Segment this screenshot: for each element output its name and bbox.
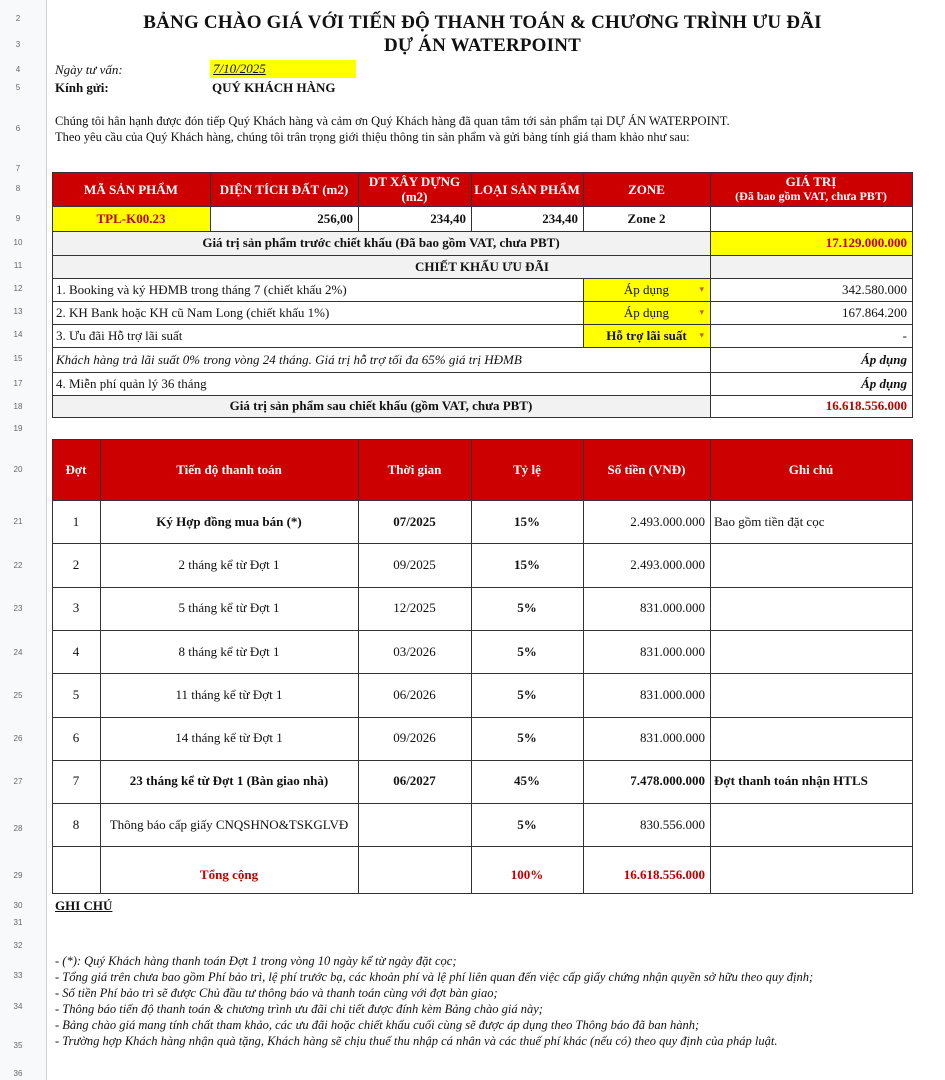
installment-time[interactable]: 09/2025 <box>393 556 436 572</box>
total-rate[interactable]: 100% <box>510 867 544 882</box>
installment-rate[interactable]: 5% <box>517 816 537 832</box>
installment-rate[interactable]: 15% <box>514 513 540 529</box>
installment-amount[interactable]: 7.478.000.000 <box>630 773 705 789</box>
discount-2-label: 2. KH Bank hoặc KH cũ Nam Long (chiết khấu 1%) <box>56 304 330 320</box>
row-number[interactable]: 25 <box>13 691 23 700</box>
total-amount[interactable]: 16.618.556.000 <box>623 867 705 882</box>
installment-amount[interactable]: 831.000.000 <box>640 686 705 702</box>
recipient-label: Kính gửi: <box>55 80 109 95</box>
row-number[interactable]: 28 <box>13 824 23 833</box>
intro-line-1: Chúng tôi hân hạnh được đón tiếp Quý Khách hàng và cảm ơn Quý Khách hàng đã quan tâm tới sản phẩm tại DỰ ÁN WATERPOINT. <box>55 114 730 128</box>
col-product-type: LOẠI SẢN PHẨM <box>471 172 583 206</box>
discount-3-label: 3. Ưu đãi Hỗ trợ lãi suất <box>56 327 183 343</box>
product-type-cell[interactable]: 234,40 <box>542 210 578 226</box>
row-number[interactable]: 26 <box>13 734 23 743</box>
installment-no: 4 <box>72 643 80 659</box>
installment-stage: Thông báo cấp giấy CNQSHNO&TSKGLVĐ <box>109 816 349 832</box>
installment-time[interactable] <box>358 803 471 846</box>
row-number[interactable]: 21 <box>13 517 23 526</box>
price-after-label: Giá trị sản phẩm sau chiết khấu (gồm VAT, chưa PBT) <box>52 395 710 417</box>
row-number[interactable]: 8 <box>15 184 21 193</box>
management-fee-label: 4. Miễn phí quản lý 36 tháng <box>56 375 207 391</box>
row-number[interactable]: 2 <box>15 14 21 23</box>
product-code-cell[interactable]: TPL-K00.23 <box>52 206 210 231</box>
col-value-subtitle: (Đã bao gồm VAT, chưa PBT) <box>735 189 887 203</box>
value-cell[interactable] <box>710 206 912 231</box>
row-number[interactable]: 30 <box>13 901 23 910</box>
interest-note: Khách hàng trả lãi suất 0% trong vòng 24 tháng. Giá trị hỗ trợ tối đa 65% giá trị HĐMB <box>56 351 522 367</box>
row-number[interactable]: 7 <box>15 164 21 173</box>
row-number[interactable]: 20 <box>13 465 23 474</box>
installment-note[interactable] <box>710 803 912 846</box>
row-number[interactable]: 6 <box>15 124 21 133</box>
row-number[interactable]: 36 <box>13 1069 23 1078</box>
col-value <box>710 172 912 206</box>
installment-note[interactable] <box>710 717 912 760</box>
row-number[interactable]: 22 <box>13 561 23 570</box>
row-number[interactable]: 10 <box>13 238 23 247</box>
installment-time[interactable]: 12/2025 <box>393 600 436 616</box>
col-schedule: Tiến độ thanh toán <box>100 439 358 500</box>
row-number[interactable]: 4 <box>15 65 21 74</box>
consult-date-label: Ngày tư vấn: <box>55 62 123 77</box>
installment-no: 1 <box>72 513 80 529</box>
row-number[interactable]: 35 <box>13 1041 23 1050</box>
installment-rate[interactable]: 5% <box>517 600 537 616</box>
note-item: - Trường hợp Khách hàng nhận quà tặng, Khách hàng sẽ chịu thuế thu nhập cá nhân và các thuế phí khác (nếu có) theo quy định của pháp luật. <box>55 1034 778 1048</box>
installment-rate[interactable]: 45% <box>514 773 540 789</box>
document-title: BẢNG CHÀO GIÁ VỚI TIẾN ĐỘ THANH TOÁN & CHƯƠNG TRÌNH ƯU ĐÃI <box>143 12 822 33</box>
management-fee-status[interactable]: Áp dụng <box>861 375 907 391</box>
installment-stage: 11 tháng kể từ Đợt 1 <box>175 686 283 702</box>
installment-stage: Ký Hợp đồng mua bán (*) <box>156 513 302 529</box>
installment-no: 8 <box>72 816 80 832</box>
row-number[interactable]: 9 <box>15 214 21 223</box>
row-number[interactable]: 18 <box>13 402 23 411</box>
installment-time[interactable]: 07/2025 <box>393 513 436 529</box>
col-build-area: DT XÂY DỰNG (m2) <box>358 172 471 206</box>
installment-rate[interactable]: 15% <box>514 556 540 572</box>
installment-rate[interactable]: 5% <box>517 686 537 702</box>
installment-stage: 8 tháng kể từ Đợt 1 <box>178 643 280 659</box>
row-number[interactable]: 12 <box>13 284 23 293</box>
installment-note[interactable] <box>710 630 912 673</box>
installment-no: 6 <box>72 730 80 746</box>
installment-note[interactable] <box>710 543 912 586</box>
note-item: - (*): Quý Khách hàng thanh toán Đợt 1 trong vòng 10 ngày kể từ ngày đặt cọc; <box>55 954 457 968</box>
installment-no: 2 <box>72 556 80 572</box>
discount-1-label: 1. Booking và ký HĐMB trong tháng 7 (chiết khấu 2%) <box>56 281 347 297</box>
installment-no: 5 <box>72 686 80 702</box>
row-number[interactable]: 13 <box>13 307 23 316</box>
installment-note[interactable]: Đợt thanh toán nhận HTLS <box>714 773 868 789</box>
row-number[interactable]: 11 <box>13 261 23 270</box>
col-time: Thời gian <box>358 439 471 500</box>
interest-note-status[interactable]: Áp dụng <box>861 351 907 367</box>
installment-note[interactable]: Bao gồm tiền đặt cọc <box>714 513 825 529</box>
installment-note[interactable] <box>710 587 912 630</box>
col-land-area: DIỆN TÍCH ĐẤT (m2) <box>210 172 358 206</box>
installment-time[interactable]: 03/2026 <box>393 643 436 659</box>
col-product-code: MÃ SẢN PHẨM <box>52 172 210 206</box>
note-item: - Tổng giá trên chưa bao gồm Phí bảo trì, lệ phí trước bạ, các khoản phí và lệ phí liên quan đến việc cấp giấy chứng nhận quyền sở hữu theo quy định; <box>55 970 814 984</box>
discount-3-value[interactable]: - <box>902 327 907 343</box>
col-notes: Ghi chú <box>710 439 912 500</box>
total-label: Tổng cộng <box>199 867 259 882</box>
col-rate: Tỷ lệ <box>471 439 583 500</box>
row-number[interactable]: 31 <box>13 918 23 927</box>
discount-2-dropdown[interactable]: Áp dụng ▾ <box>583 301 710 324</box>
col-amount: Số tiền (VNĐ) <box>583 439 710 500</box>
installment-time[interactable]: 06/2027 <box>393 773 436 789</box>
installment-stage: 5 tháng kể từ Đợt 1 <box>178 600 280 616</box>
discount-3-dropdown[interactable]: Hỗ trợ lãi suất ▾ <box>583 324 710 347</box>
row-number[interactable]: 3 <box>15 40 21 49</box>
price-before-label: Giá trị sản phẩm trước chiết khấu (Đã bao gồm VAT, chưa PBT) <box>52 231 710 255</box>
installment-no: 3 <box>72 600 80 616</box>
installment-time[interactable]: 06/2026 <box>393 686 436 702</box>
price-before-value[interactable]: 17.129.000.000 <box>710 231 912 255</box>
installment-rate[interactable]: 5% <box>517 730 537 746</box>
note-item: - Bảng chào giá mang tính chất tham khảo, các ưu đãi hoặc chiết khấu cuối cùng sẽ được áp dụng theo Thông báo đã ban hành; <box>55 1018 700 1032</box>
land-area-cell[interactable]: 256,00 <box>317 210 353 226</box>
zone-cell[interactable]: Zone 2 <box>627 210 666 226</box>
col-installment: Đợt <box>52 439 100 500</box>
row-number[interactable]: 19 <box>13 424 23 433</box>
row-number[interactable]: 34 <box>13 1002 23 1011</box>
installment-amount[interactable]: 2.493.000.000 <box>630 556 705 572</box>
intro-line-2: Theo yêu cầu của Quý Khách hàng, chúng tôi trân trọng giới thiệu thông tin sản phẩm và gửi bảng tính giá tham khảo như sau: <box>55 130 690 144</box>
installment-amount[interactable]: 2.493.000.000 <box>630 513 705 529</box>
note-item: - Thông báo tiến độ thanh toán & chương trình ưu đãi chi tiết được đính kèm Bảng chào giá này; <box>55 1002 543 1016</box>
notes-title: GHI CHÚ <box>55 898 113 913</box>
installment-rate[interactable]: 5% <box>517 643 537 659</box>
row-number[interactable]: 5 <box>15 83 21 92</box>
installment-no: 7 <box>72 773 80 789</box>
installment-time[interactable]: 09/2026 <box>393 730 436 746</box>
row-number[interactable]: 32 <box>13 941 23 950</box>
installment-amount[interactable]: 831.000.000 <box>640 643 705 659</box>
discount-header: CHIẾT KHẤU ƯU ĐÃI <box>52 255 912 278</box>
document-subtitle: DỰ ÁN WATERPOINT <box>383 35 582 56</box>
row-number[interactable]: 17 <box>13 379 23 388</box>
discount-1-dropdown[interactable]: Áp dụng ▾ <box>583 278 710 301</box>
discount-1-value[interactable]: 342.580.000 <box>842 281 907 297</box>
row-number[interactable]: 23 <box>13 604 23 613</box>
col-value-title: GIÁ TRỊ <box>785 174 837 189</box>
installment-stage: 2 tháng kể từ Đợt 1 <box>178 556 280 572</box>
installment-amount[interactable]: 830.556.000 <box>640 816 705 832</box>
row-number[interactable]: 24 <box>13 648 23 657</box>
recipient-value: QUÝ KHÁCH HÀNG <box>212 80 336 95</box>
row-number[interactable]: 29 <box>13 871 23 880</box>
consult-date-cell[interactable] <box>210 60 356 78</box>
col-zone: ZONE <box>583 172 710 206</box>
row-number-gutter <box>0 0 47 1080</box>
installment-note[interactable] <box>710 673 912 716</box>
row-number[interactable]: 14 <box>13 330 23 339</box>
price-after-value[interactable]: 16.618.556.000 <box>825 398 907 413</box>
installment-amount[interactable]: 831.000.000 <box>640 600 705 616</box>
note-item: - Số tiền Phí bảo trì sẽ được Chủ đầu tư thông báo và thanh toán cùng với đợt bàn giao; <box>55 986 498 1000</box>
installment-stage: 14 tháng kể từ Đợt 1 <box>175 730 283 746</box>
consult-date-value: 7/10/2025 <box>213 61 266 76</box>
build-area-cell[interactable]: 234,40 <box>430 210 466 226</box>
installment-stage: 23 tháng kể từ Đợt 1 (Bàn giao nhà) <box>129 773 329 789</box>
installment-amount[interactable]: 831.000.000 <box>640 730 705 746</box>
discount-2-value[interactable]: 167.864.200 <box>842 304 907 320</box>
row-number[interactable]: 33 <box>13 971 23 980</box>
row-number[interactable]: 27 <box>13 777 23 786</box>
row-number[interactable]: 15 <box>13 354 23 363</box>
